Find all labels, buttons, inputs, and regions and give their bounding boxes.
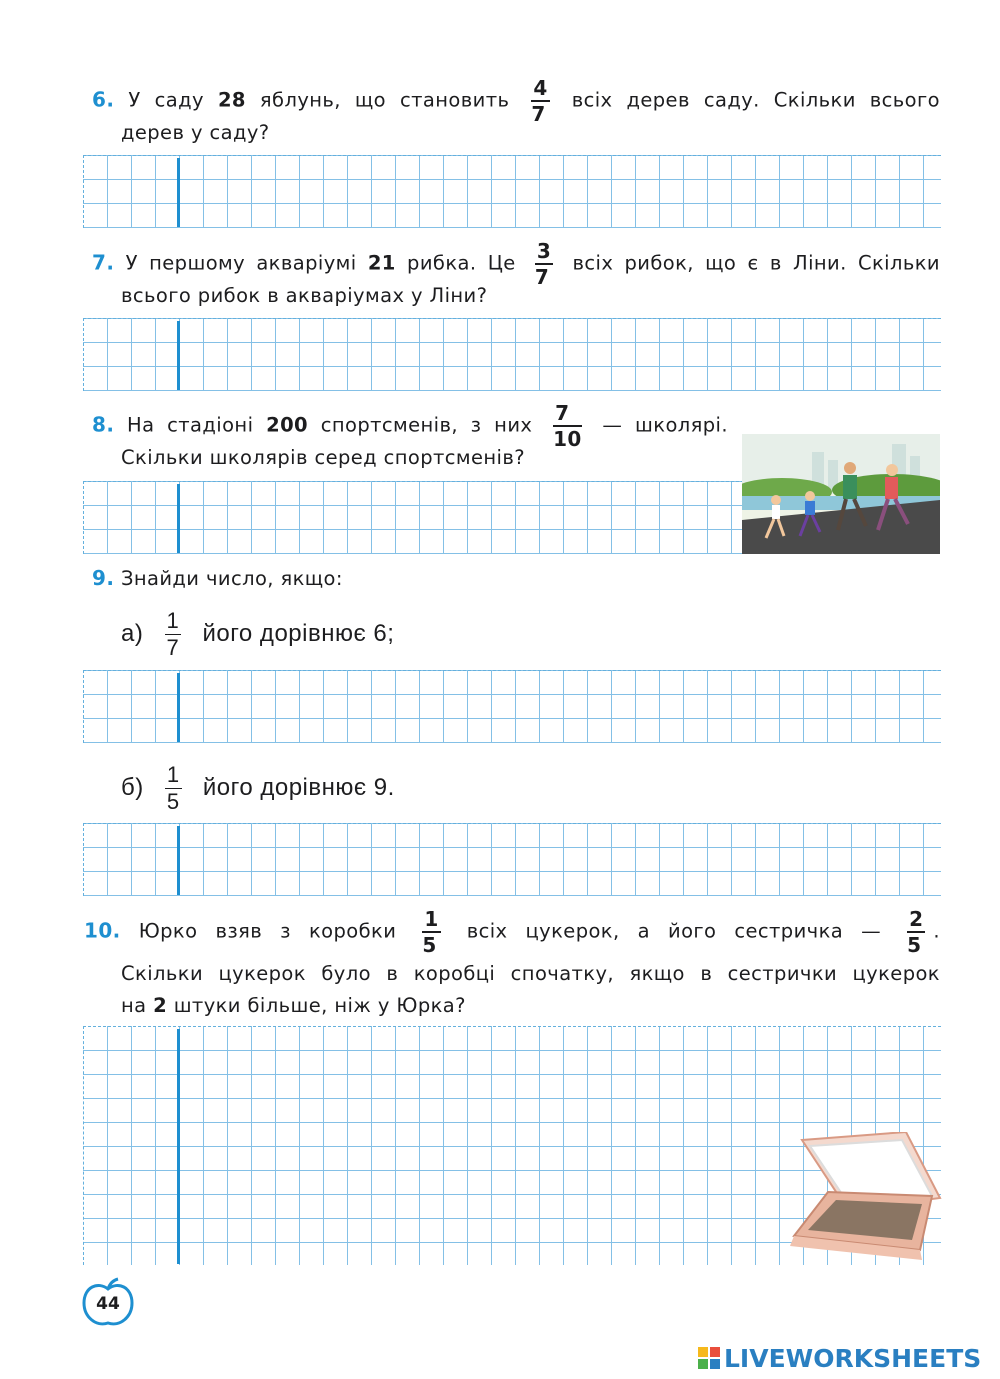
- fraction: $\frac{3}{7}$: [534, 239, 552, 289]
- fraction: $\frac{4}{7}$: [531, 76, 548, 126]
- task-6-line-1: 6. У саду 28 яблунь, що становить $\frac{4}{7}$ всіх дерев саду. Скільки всього: [92, 76, 940, 126]
- answer-grid-9a[interactable]: [83, 670, 941, 743]
- page-badge: [80, 1277, 136, 1329]
- task-8-line-1: 8. На стадіоні 200 спортсменів, з них $\frac{7}{10}$ — школярі.: [92, 401, 728, 451]
- open-box-illustration: [788, 1132, 942, 1264]
- task-number: 10.: [84, 918, 121, 943]
- grid-margin-line: [177, 321, 180, 390]
- answer-grid-9b[interactable]: [83, 823, 941, 896]
- runners-illustration: [742, 434, 940, 554]
- task-number: 8.: [92, 412, 115, 437]
- fraction: $\frac{1}{7}$: [166, 608, 180, 660]
- task-7-line-2: всього рибок в акваріумах у Ліни?: [121, 284, 488, 307]
- fraction: $\frac{1}{5}$: [422, 907, 439, 957]
- task-6-line-2: дерев у саду?: [121, 121, 270, 144]
- task-8-line-2: Скільки школярів серед спортсменів?: [121, 446, 525, 469]
- task-7-line-1: 7. У першому акваріумі 21 рибка. Це $\frac{3}{7}$ всіх рибок, що є в Ліни. Скільки: [92, 239, 940, 289]
- fraction: $\frac{2}{5}$: [907, 907, 924, 957]
- answer-grid-6[interactable]: [83, 155, 941, 228]
- task-number: 6.: [92, 87, 115, 112]
- brand-name: LIVEWORKSHEETS: [724, 1343, 982, 1373]
- grid-margin-line: [177, 484, 180, 553]
- task-10-line-2: Скільки цукерок було в коробці спочатку, якщо в сестрички цукерок: [121, 962, 940, 985]
- grid-margin-line: [177, 158, 180, 227]
- page-number: 44: [96, 1294, 120, 1314]
- fraction: $\frac{7}{10}$: [553, 401, 582, 451]
- task-9a: а) $\frac{1}{7}$ його дорівнює 6;: [121, 608, 395, 660]
- task-number: 9.: [92, 566, 115, 590]
- task-number: 7.: [92, 250, 115, 275]
- task-9-title: 9. Знайди число, якщо:: [92, 566, 343, 590]
- liveworksheets-logo-icon: [697, 1346, 721, 1370]
- task-10-line-3: на 2 штуки більше, ніж у Юрка?: [121, 994, 466, 1017]
- answer-grid-7[interactable]: [83, 318, 941, 391]
- grid-margin-line: [177, 673, 180, 742]
- grid-margin-line: [177, 1029, 180, 1264]
- grid-margin-line: [177, 826, 180, 895]
- task-10-line-1: 10. Юрко взяв з коробки $\frac{1}{5}$ всіх цукерок, а його сестричка — $\frac{2}{5}$ .: [84, 907, 941, 957]
- task-9b: б) $\frac{1}{5}$ його дорівнює 9.: [121, 762, 395, 814]
- brand-watermark: [697, 1343, 981, 1373]
- answer-grid-8[interactable]: [83, 481, 744, 554]
- fraction: $\frac{1}{5}$: [166, 762, 180, 814]
